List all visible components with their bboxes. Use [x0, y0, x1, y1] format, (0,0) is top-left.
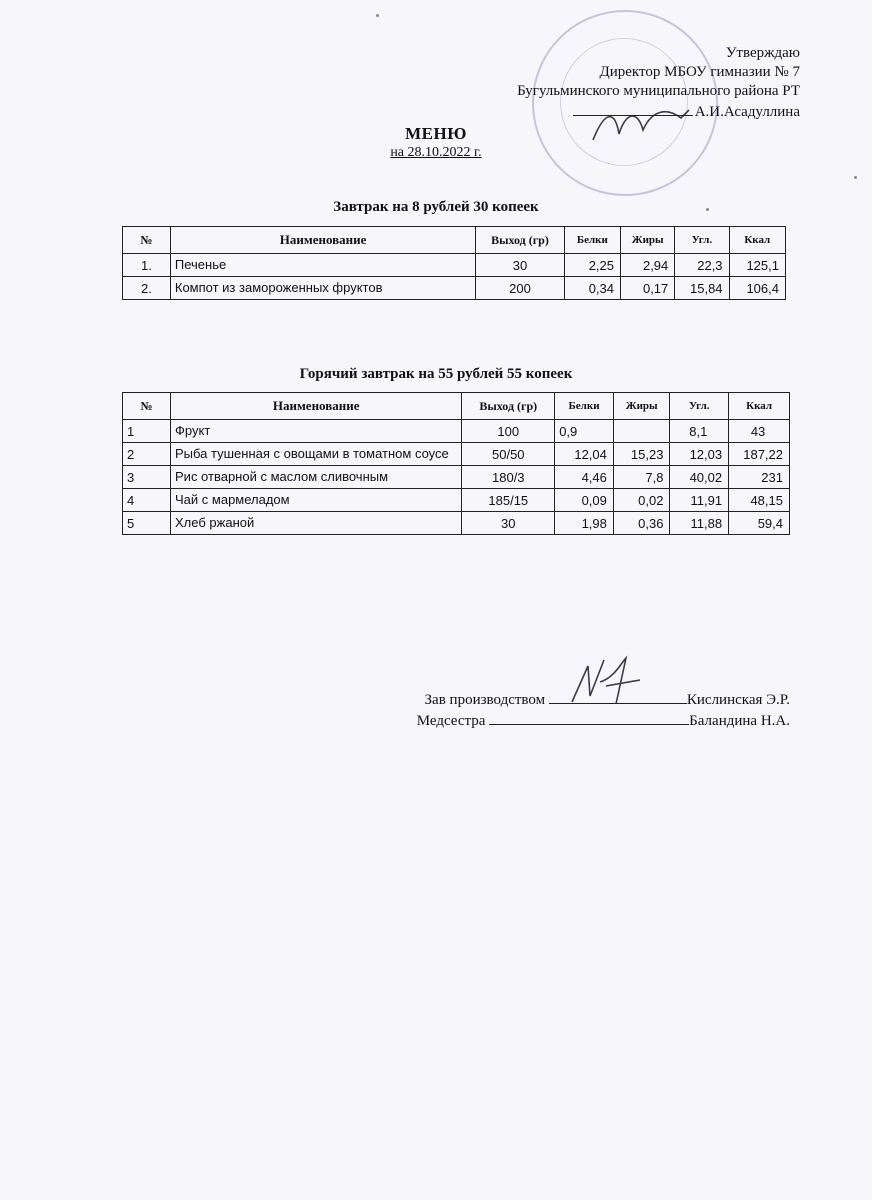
production-signature-row: Зав производством Кислинская Э.Р.	[417, 689, 790, 710]
signatures-block	[417, 689, 790, 731]
scan-speck	[854, 176, 857, 179]
col-kcal: Ккал	[729, 227, 785, 254]
col-output: Выход (гр)	[462, 393, 555, 420]
approval-signature-line	[573, 101, 693, 116]
col-carbs: Угл.	[675, 227, 729, 254]
table-row: 1 Фрукт 100 0,9 8,1 43	[123, 420, 790, 443]
table-row: 3 Рис отварной с маслом сливочным 180/3 4,46 7,8 40,02 231	[123, 466, 790, 489]
page-title: МЕНЮ	[405, 124, 467, 143]
table-header-row	[123, 393, 790, 420]
hot-breakfast-table	[122, 392, 790, 535]
col-carbs: Угл.	[670, 393, 729, 420]
col-protein: Белки	[555, 393, 614, 420]
col-fat: Жиры	[613, 393, 670, 420]
col-number: №	[123, 393, 171, 420]
approval-signer: А.И.Асадуллина	[694, 104, 800, 120]
approval-district: Бугульминского муниципального района РТ	[517, 83, 800, 99]
table-row: 5 Хлеб ржаной 30 1,98 0,36 11,88 59,4	[123, 512, 790, 535]
col-output: Выход (гр)	[476, 227, 564, 254]
scan-speck	[376, 14, 379, 17]
approval-block	[440, 44, 800, 122]
hot-breakfast-caption: Горячий завтрак на 55 рублей 55 копеек	[299, 366, 573, 382]
breakfast-caption: Завтрак на 8 рублей 30 копеек	[333, 199, 539, 215]
col-kcal: Ккал	[729, 393, 790, 420]
col-protein: Белки	[564, 227, 620, 254]
scan-speck	[706, 208, 709, 211]
col-number: №	[123, 227, 171, 254]
table-row: 1. Печенье 30 2,25 2,94 22,3 125,1	[123, 254, 786, 277]
approval-title: Утверждаю	[725, 45, 800, 61]
table-header-row	[123, 227, 786, 254]
table-row: 2. Компот из замороженных фруктов 200 0,34 0,17 15,84 106,4	[123, 277, 786, 300]
breakfast-table	[122, 226, 786, 300]
table-row: 4 Чай с мармеладом 185/15 0,09 0,02 11,91 48,15	[123, 489, 790, 512]
col-name: Наименование	[171, 393, 462, 420]
nurse-signature-row: Медсестра Баландина Н.А.	[417, 710, 790, 731]
col-fat: Жиры	[621, 227, 675, 254]
approval-position: Директор МБОУ гимназии № 7	[599, 64, 800, 80]
menu-date: на 28.10.2022 г.	[390, 145, 482, 160]
table-row: 2 Рыба тушенная с овощами в томатном соусе 50/50 12,04 15,23 12,03 187,22	[123, 443, 790, 466]
col-name: Наименование	[170, 227, 475, 254]
